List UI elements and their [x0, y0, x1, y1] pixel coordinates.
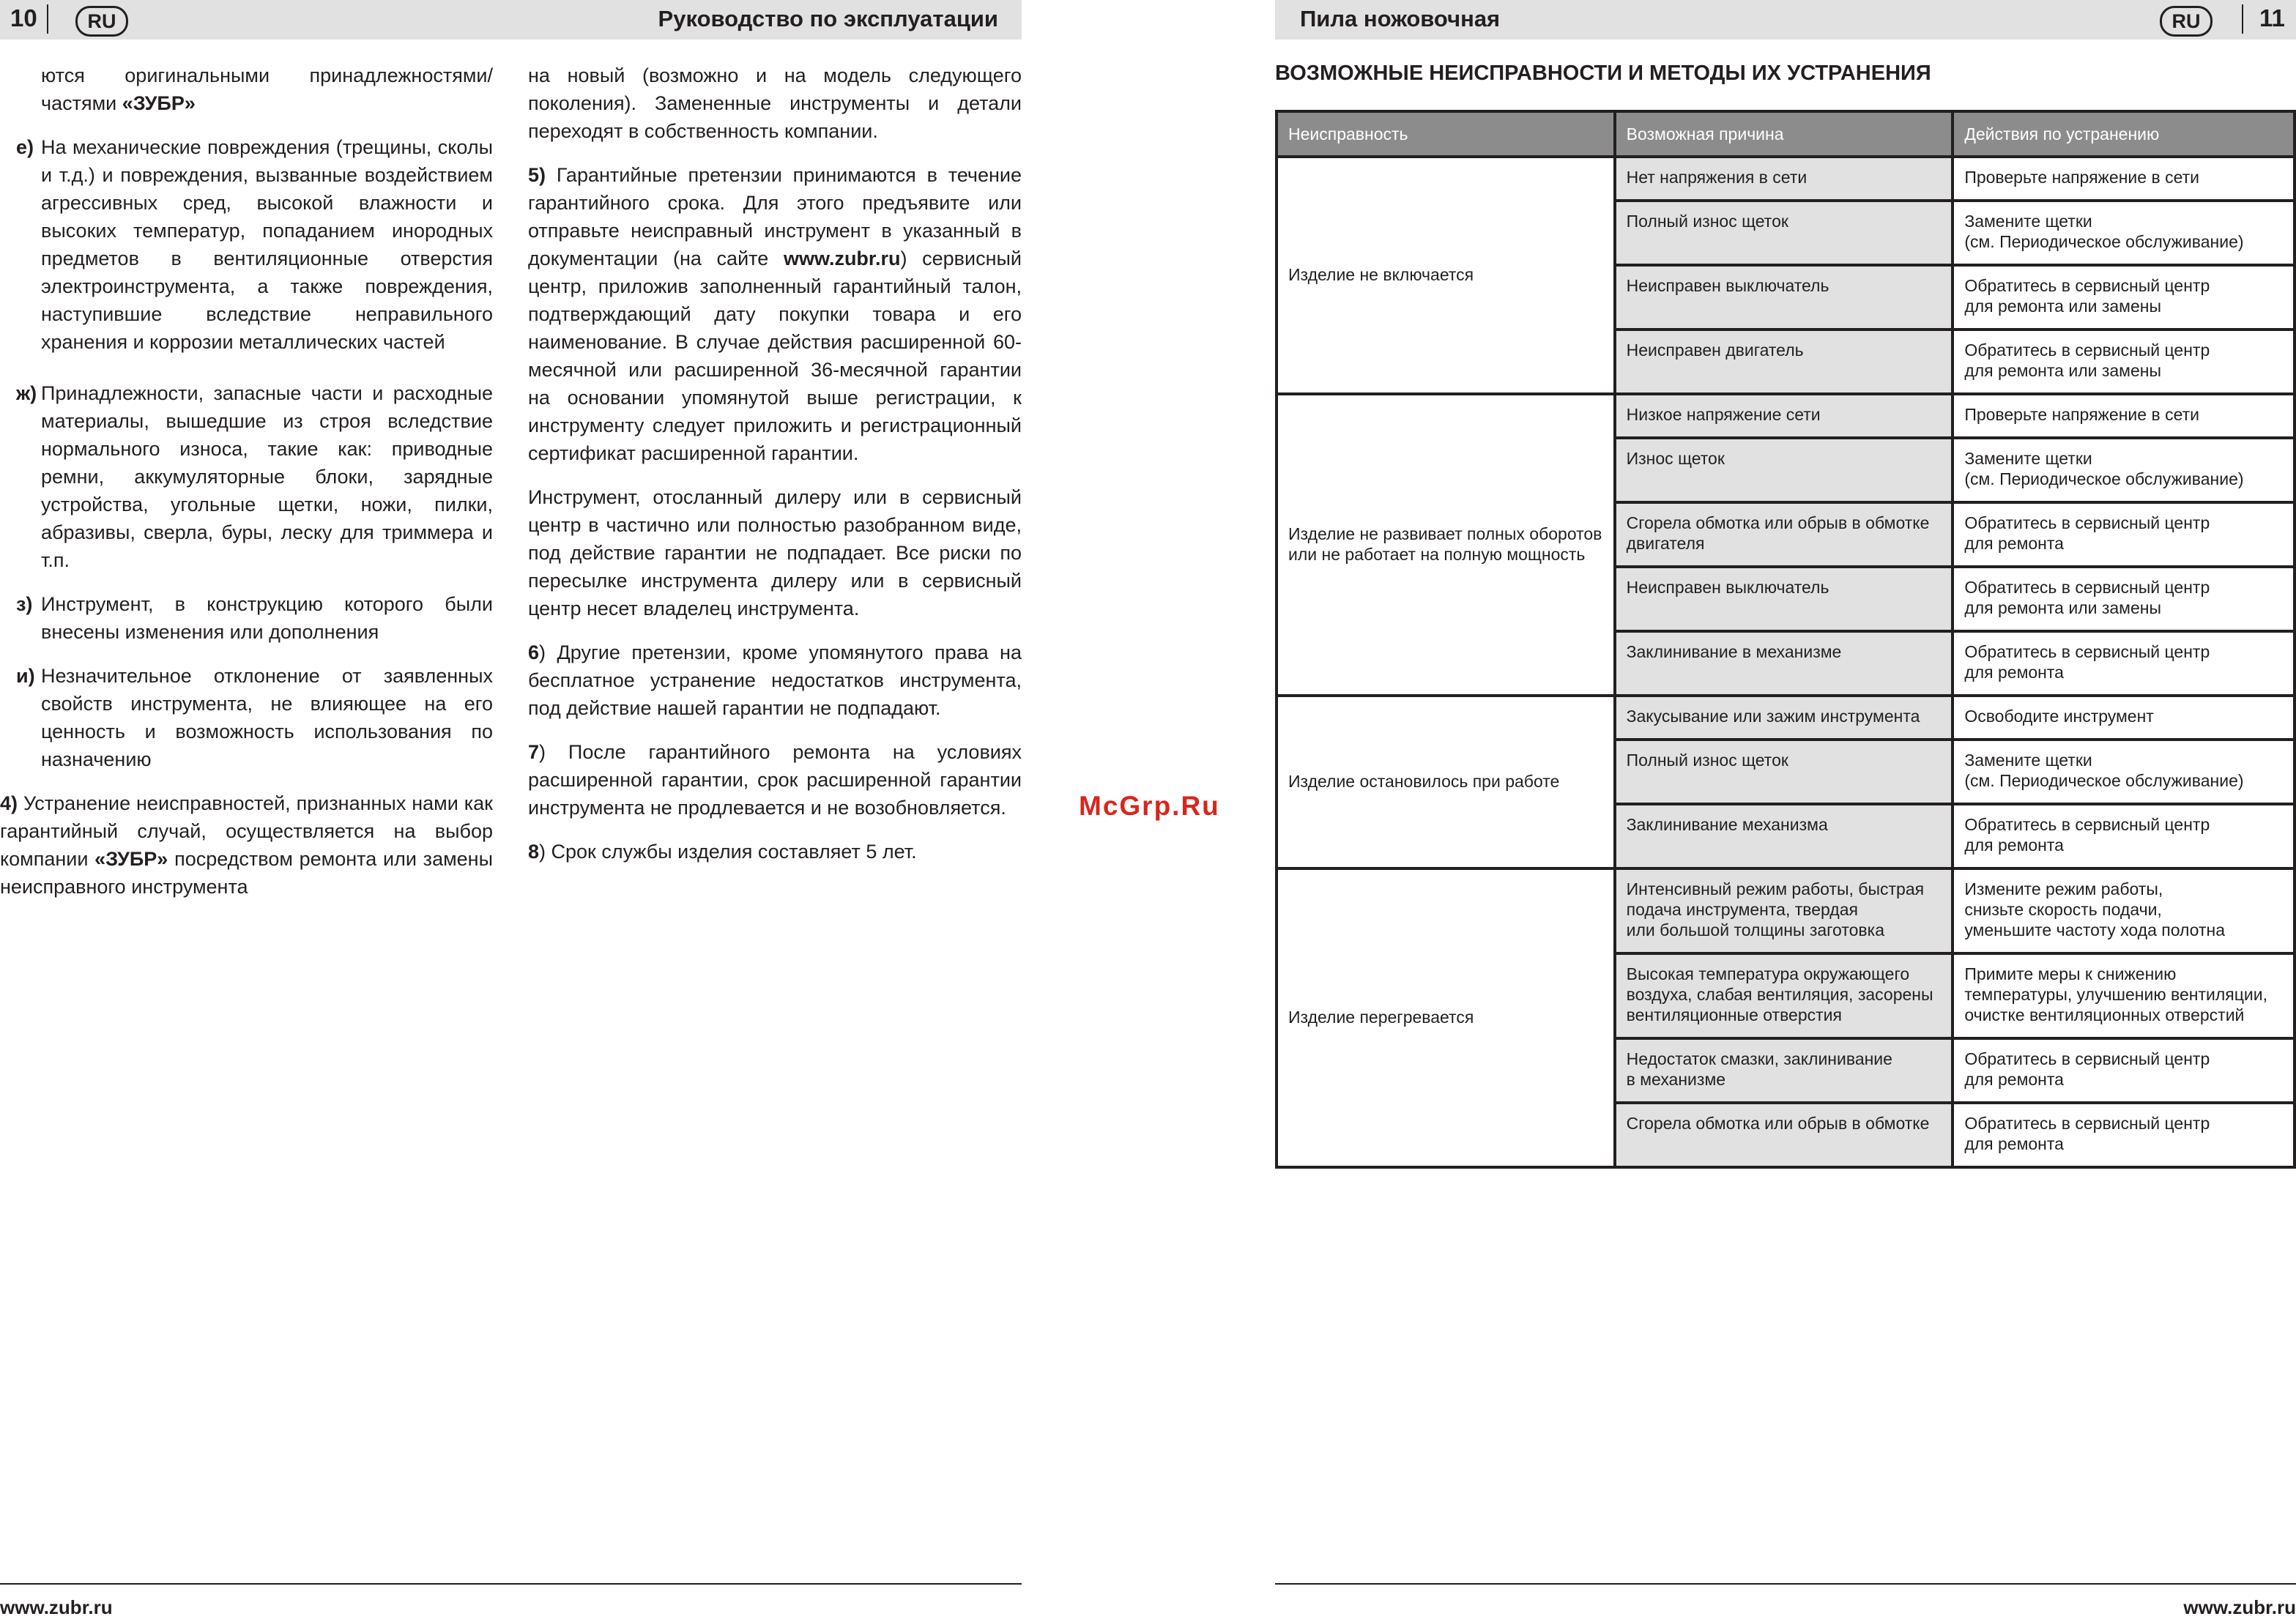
cause-cell: Низкое напряжение сети: [1615, 394, 1953, 438]
list-item-text: Инструмент, в конструкцию которого были внесены изменения или дополнения: [41, 593, 493, 643]
cause-cell: Неисправен выключатель: [1615, 265, 1953, 330]
list-item: [0, 662, 493, 773]
fault-cell: Изделие остановилось при работе: [1277, 696, 1615, 868]
cause-cell: Недостаток смазки, заклинивание в механизме: [1615, 1038, 1953, 1103]
fault-cell: Изделие перегревается: [1277, 868, 1615, 1167]
cause-cell: Полный износ щеток: [1615, 201, 1953, 265]
watermark-text: McGrp.Ru: [1079, 791, 1220, 821]
paragraph-7: 7) После гарантийного ремонта на условиях расширенной гарантии, срок расширенной гарантии инструмента не продлевается и не возобновляется.: [528, 741, 1022, 819]
list-marker: ж): [16, 382, 37, 404]
list-item-text: Незначительное отклонение от заявленных свойств инструмента, не влияющее на его ценность и возможность использования по назначению: [41, 665, 493, 770]
action-cell: Обратитесь в сервисный центр для ремонта: [1953, 1038, 2295, 1103]
cause-cell: Неисправен выключатель: [1615, 567, 1953, 631]
cause-cell: Заклинивание в механизме: [1615, 631, 1953, 696]
action-cell: Обратитесь в сервисный центр для ремонта: [1953, 502, 2295, 567]
action-cell: Освободите инструмент: [1953, 696, 2295, 740]
cause-cell: Интенсивный режим работы, быстрая подача инструмента, твердая или большой толщины заготовка: [1615, 868, 1953, 953]
cause-cell: Полный износ щеток: [1615, 740, 1953, 804]
list-item: [0, 379, 493, 574]
action-cell: Измените режим работы, снизьте скорость подачи, уменьшите частоту хода полотна: [1953, 868, 2295, 953]
paragraph-dealer: Инструмент, отосланный дилеру или в сервисный центр в частично или полностью разобранном виде, под действие гарантии не подпадает. Все риски по пересылке инструмента дилеру или в сервисный центр несет владелец инструмента.: [528, 486, 1022, 619]
list-marker: е): [16, 136, 34, 158]
footer-url[interactable]: www.zubr.ru: [0, 1596, 113, 1618]
website-link[interactable]: www.zubr.ru: [783, 247, 901, 269]
header-title: Пила ножовочная: [1300, 6, 1501, 31]
action-cell: Обратитесь в сервисный центр для ремонта: [1953, 631, 2295, 696]
column-header: Возможная причина: [1615, 111, 1953, 157]
paragraph-4: 4) Устранение неисправностей, признанных нами как гарантийный случай, осуществляется на выбор компании «ЗУБР» посредством ремонта или замены неисправного инструмента: [0, 792, 493, 898]
page-number: 10: [10, 4, 37, 31]
paragraph-8: 8) Срок службы изделия составляет 5 лет.: [528, 841, 917, 863]
footer-url[interactable]: www.zubr.ru: [2183, 1596, 2296, 1618]
action-cell: Замените щетки (см. Периодическое обслуживание): [1953, 438, 2295, 502]
cause-cell: Закусывание или зажим инструмента: [1615, 696, 1953, 740]
cause-cell: Нет напряжения в сети: [1615, 157, 1953, 201]
fault-cell: Изделие не включается: [1277, 157, 1615, 394]
action-cell: Обратитесь в сервисный центр для ремонта: [1953, 804, 2295, 868]
header-title: Руководство по эксплуатации: [658, 6, 998, 31]
table-header-row: [1277, 111, 2295, 157]
action-cell: Замените щетки (см. Периодическое обслуживание): [1953, 740, 2295, 804]
table-body: [1277, 157, 2295, 1167]
column-header: Неисправность: [1277, 111, 1615, 157]
header-divider: [47, 4, 48, 34]
right-page-header: [1275, 0, 2296, 40]
cause-cell: Сгорела обмотка или обрыв в обмотке: [1615, 1103, 1953, 1167]
footer-rule: [1275, 1583, 2296, 1585]
action-cell: Проверьте напряжение в сети: [1953, 394, 2295, 438]
action-cell: Обратитесь в сервисный центр для ремонта или замены: [1953, 330, 2295, 394]
column-header: Действия по устранению: [1953, 111, 2295, 157]
list-marker: и): [16, 665, 35, 687]
header-divider: [2242, 4, 2243, 34]
left-column-2: [528, 62, 1022, 882]
cause-cell: Заклинивание механизма: [1615, 804, 1953, 868]
action-cell: Проверьте напряжение в сети: [1953, 157, 2295, 201]
table-row: [1277, 157, 2295, 201]
cause-cell: Сгорела обмотка или обрыв в обмотке двигателя: [1615, 502, 1953, 567]
left-column-1: [0, 62, 493, 917]
fault-cell: Изделие не развивает полных оборотов или не работает на полную мощность: [1277, 394, 1615, 696]
list-item: [0, 590, 493, 646]
table-row: [1277, 868, 2295, 953]
action-cell: Примите меры к снижению температуры, улучшению вентиляции, очистке вентиляционных отверстий: [1953, 953, 2295, 1038]
list-item-text: На механические повреждения (трещины, сколы и т.д.) и повреждения, вызванные воздействием агрессивных сред, высокой влажности и высоких температур, попаданием инородных предметов в вентиляционные отверстия электроинструмента, а также повреждения, наступившие вследствие неправильного хранения и коррозии металлических частей: [41, 136, 493, 353]
continued-paragraph: на новый (возможно и на модель следующего поколения). Замененные инструменты и детали переходят в собственность компании.: [528, 64, 1022, 142]
list-item-text: Принадлежности, запасные части и расходные материалы, вышедшие из строя вследствие нормального износа, такие как: приводные ремни, аккумуляторные блоки, зарядные устройства, угольные щетки, ножи, пилки, абразивы, сверла, буры, леску для триммера и т.п.: [41, 382, 493, 571]
paragraph-5: 5) Гарантийные претензии принимаются в течение гарантийного срока. Для этого предъявите или отправьте неисправный инструмент в указанный в документации (на сайте www.zubr.ru) сервисный центр, приложив заполненный гарантийный талон, подтверждающий дату покупки товара и его наименование. В случае действия расширенной 60-месячной или расширенной 36-месячной гарантии на основании упомянутой выше регистрации, к инструменту следует приложить и регистрационный сертификат расширенной гарантии.: [528, 164, 1022, 464]
cause-cell: Высокая температура окружающего воздуха, слабая вентиляция, засорены вентиляционные отверстия: [1615, 953, 1953, 1038]
action-cell: Замените щетки (см. Периодическое обслуживание): [1953, 201, 2295, 265]
page-number: 11: [2259, 4, 2285, 31]
language-badge: RU: [2160, 6, 2213, 37]
cause-cell: Неисправен двигатель: [1615, 330, 1953, 394]
troubleshooting-table: [1275, 110, 2296, 1169]
action-cell: Обратитесь в сервисный центр для ремонта или замены: [1953, 265, 2295, 330]
left-page-header: [0, 0, 1022, 40]
action-cell: Обратитесь в сервисный центр для ремонта: [1953, 1103, 2295, 1167]
continued-paragraph: ются оригинальными принадлежностями/ частями «ЗУБР»: [41, 64, 493, 114]
cause-cell: Износ щеток: [1615, 438, 1953, 502]
section-title: ВОЗМОЖНЫЕ НЕИСПРАВНОСТИ И МЕТОДЫ ИХ УСТРАНЕНИЯ: [1275, 62, 1931, 85]
list-marker: з): [16, 593, 33, 615]
table-row: [1277, 394, 2295, 438]
footer-rule: [0, 1583, 1022, 1585]
paragraph-6: 6) Другие претензии, кроме упомянутого права на бесплатное устранение недостатков инструмента, под действие нашей гарантии не подпадают.: [528, 641, 1022, 719]
table-row: [1277, 696, 2295, 740]
action-cell: Обратитесь в сервисный центр для ремонта или замены: [1953, 567, 2295, 631]
language-badge: RU: [75, 6, 128, 37]
list-item: [0, 133, 493, 356]
